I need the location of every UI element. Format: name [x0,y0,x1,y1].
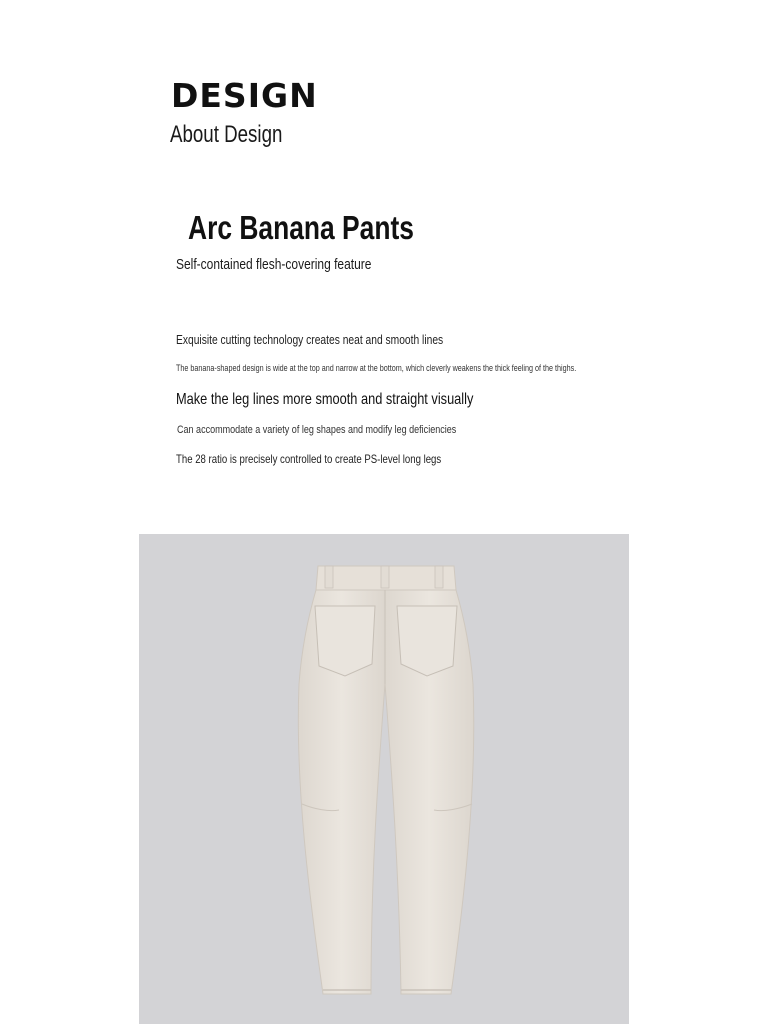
feature-point-leg-shapes: Can accommodate a variety of leg shapes and modify leg deficiencies [177,424,457,436]
feature-point-leg-lines: Make the leg lines more smooth and straight visually [176,391,474,408]
feature-point-banana-shape: The banana-shaped design is wide at the top and narrow at the bottom, which cleverly weakens the thick feeling of the thighs. [176,363,577,373]
right-back-pocket [397,606,457,676]
feature-tagline: Self-contained flesh-covering feature [176,256,372,273]
pants-illustration [139,534,629,1024]
about-design-subheading: About Design [170,121,283,148]
belt-loop [325,566,333,588]
feature-point-ratio: The 28 ratio is precisely controlled to create PS-level long legs [176,452,442,466]
product-photo [139,534,629,1024]
brand-heading: DESIGN [171,76,318,115]
belt-loop [435,566,443,588]
feature-point-cutting: Exquisite cutting technology creates neat and smooth lines [176,332,444,347]
left-back-pocket [315,606,375,676]
belt-loop [381,566,389,588]
product-title: Arc Banana Pants [188,209,414,246]
